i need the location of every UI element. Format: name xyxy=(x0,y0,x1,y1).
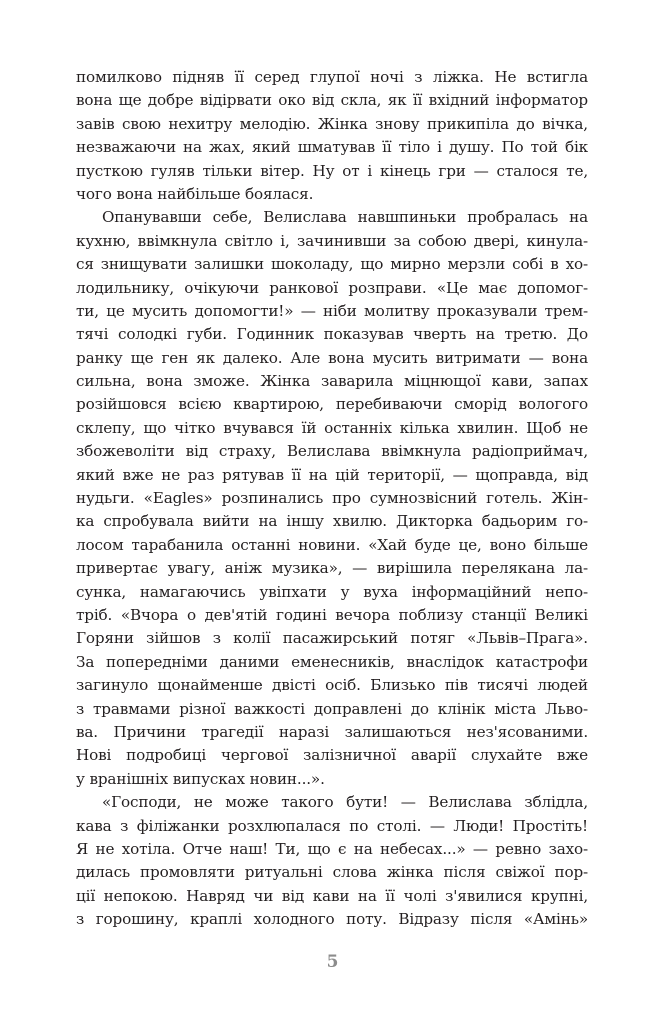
text-line-32: «Господи, не може такого бути! — Велислава зблідла, xyxy=(102,793,588,812)
text-line-10: лодильнику, очікуючи ранкової розправи. «Це має допомог- xyxy=(76,278,588,297)
text-line-31: у вранішніх випусках новин...». xyxy=(76,769,325,788)
text-line-35: дилась промовляти ритуальні слова жінка після свіжої пор- xyxy=(76,863,588,882)
text-line-8: кухню, ввімкнула світло і, зачинивши за собою двері, кинула- xyxy=(76,231,588,250)
text-line-18: який вже не раз рятував її на цій території, — щоправда, від xyxy=(76,465,588,484)
text-line-37: з горошину, краплі холодного поту. Відразу після «Амінь» xyxy=(76,910,588,929)
text-line-11: ти, це мусить допомогти!» — ніби молитву проказували трем- xyxy=(76,301,588,320)
text-line-5: пусткою гуляв тільки вітер. Ну от і кінець гри — сталося те, xyxy=(76,161,588,180)
text-line-26: За попередніми даними еменесників, внаслідок катастрофи xyxy=(76,652,588,671)
text-line-12: тячі солодкі губи. Годинник показував чверть на третю. До xyxy=(76,325,588,344)
text-line-2: вона ще добре відірвати око від скла, як її вхідний інформатор xyxy=(76,91,588,110)
page-number: 5 xyxy=(326,952,339,972)
text-line-19: нудьги. «Eagles» розпинались про сумнозвісний готель. Жін- xyxy=(76,489,588,508)
text-line-21: лосом тарабанила останні новини. «Хай буде це, воно більше xyxy=(76,535,588,554)
text-line-7: Опанувавши себе, Велислава навшпиньки пробралась на xyxy=(102,208,588,227)
text-line-30: Нові подробиці чергової залізничної аварії слухайте вже xyxy=(76,746,588,765)
text-line-36: ції непокою. Навряд чи від кави на її чолі з'явилися крупні, xyxy=(76,886,588,905)
text-line-3: завів свою нехитру мелодію. Жінка знову прикипіла до вічка, xyxy=(76,114,588,133)
text-line-16: склепу, що чітко вчувався їй останніх кілька хвилин. Щоб не xyxy=(76,418,588,437)
text-line-27: загинуло щонайменше двісті осіб. Близько пів тисячі людей xyxy=(76,676,588,695)
text-line-15: розійшовся всією квартирою, перебиваючи сморід вологого xyxy=(76,395,588,414)
text-line-14: сильна, вона зможе. Жінка заварила міцнющої кави, запах xyxy=(76,372,588,391)
text-line-4: незважаючи на жах, який шматував її тіло і душу. По той бік xyxy=(76,138,588,157)
text-line-24: тріб. «Вчора о дев'ятій годині вечора поблизу станції Великі xyxy=(76,605,588,624)
text-line-9: ся знищувати залишки шоколаду, що мирно мерзли собі в хо- xyxy=(76,255,588,274)
text-line-20: ка спробувала вийти на іншу хвилю. Дикторка бадьорим го- xyxy=(76,512,588,531)
page-body-text xyxy=(76,66,588,931)
text-line-25: Горяни зійшов з колії пасажирський потяг «Львів–Прага». xyxy=(76,629,588,648)
text-line-17: збожеволіти від страху, Велислава ввімкнула радіоприймач, xyxy=(76,442,588,461)
text-line-34: Я не хотіла. Отче наш! Ти, що є на небесах...» — ревно захо- xyxy=(76,839,588,858)
text-line-33: кава з філіжанки розхлюпалася по столі. — Люди! Простіть! xyxy=(76,816,588,835)
text-line-13: ранку ще ген як далеко. Але вона мусить витримати — вона xyxy=(76,348,588,367)
text-line-23: сунка, намагаючись увіпхати у вуха інформаційний непо- xyxy=(76,582,588,601)
text-line-29: ва. Причини трагедії наразі залишаються нез'ясованими. xyxy=(76,722,588,741)
text-line-28: з травмами різної важкості доправлені до клінік міста Льво- xyxy=(76,699,588,718)
text-line-22: привертає увагу, аніж музика», — вирішила перелякана ла- xyxy=(76,559,588,578)
text-line-1: помилково підняв її серед глупої ночі з ліжка. Не встигла xyxy=(76,68,588,86)
text-line-6: чого вона найбільше боялася. xyxy=(76,184,314,203)
